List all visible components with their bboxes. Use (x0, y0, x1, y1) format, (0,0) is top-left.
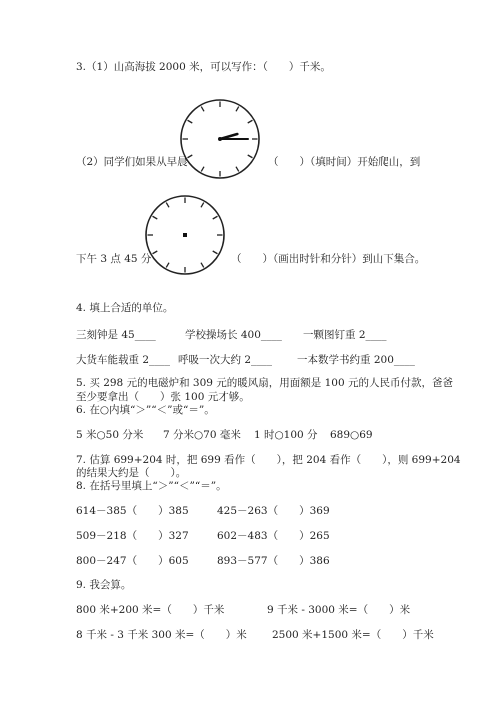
q6-item1: 5 米○50 分米 (76, 429, 144, 441)
q9-title: 9. 我会算。 (76, 579, 132, 591)
q3-part1: 3.（1）山高海拔 2000 米，可以写作：（ ）千米。 (76, 61, 331, 73)
q8-row3-item1: 800－247（ ）605 (76, 555, 189, 567)
q7-line2: 的结果大约是（ ）。 (76, 467, 187, 479)
q9-row1-item2: 9 千米 - 3000 米=（ ）米 (267, 604, 411, 616)
clock-face-afternoon (143, 193, 227, 277)
q6-item3: 1 时○100 分 (254, 429, 318, 441)
q3-part3-left: 下午 3 点 45 分 (76, 253, 152, 265)
q4-row1-item3: 一颗图钉重 2____ (303, 329, 387, 341)
q5-line2: 至少要拿出（ ）张 100 元才够。 (76, 391, 250, 403)
q4-row1-item2: 学校操场长 400____ (185, 329, 282, 341)
q6-item2: 7 分米○70 毫米 (163, 429, 241, 441)
clock-center (218, 137, 222, 141)
q4-row2-item1: 大货车能载重 2____ (76, 354, 171, 366)
q9-row1-item1: 800 米+200 米=（ ）千米 (76, 604, 225, 616)
q3-part2-right: （ ）（填时间）开始爬山，到 (268, 156, 421, 168)
q8-row2-item1: 509－218（ ）327 (76, 530, 189, 542)
q8-title: 8. 在括号里填上“＞”“＜”“＝”。 (76, 480, 227, 492)
q7-line1: 7. 估算 699+204 时，把 699 看作（ ），把 204 看作（ ），则 699+204 (76, 454, 461, 466)
clock-center (183, 233, 187, 237)
q4-row2-item3: 一本数学书约重 200____ (297, 354, 415, 366)
q4-title: 4. 填上合适的单位。 (76, 302, 174, 314)
q9-row2-item2: 2500 米+1500 米=（ ）千米 (272, 629, 434, 641)
q8-row1-item2: 425－263（ ）369 (217, 505, 330, 517)
q8-row3-item2: 893－577（ ）386 (217, 555, 330, 567)
q6-title: 6. 在○内填“＞”“＜”或“＝”。 (76, 404, 215, 416)
q8-row1-item1: 614－385（ ）385 (76, 505, 189, 517)
q3-part3-right: （ ）（画出时针和分针）到山下集合。 (231, 253, 426, 265)
q8-row2-item2: 602－483（ ）265 (217, 530, 330, 542)
q9-row2-item1: 8 千米 - 3 千米 300 米=（ ）米 (76, 629, 247, 641)
q3-part2-left: （2）同学们如果从早晨 (76, 156, 188, 168)
q6-item4: 689○69 (330, 429, 373, 441)
clock-face-morning (178, 97, 262, 181)
q5-line1: 5. 买 298 元的电磁炉和 309 元的暖风扇，用面额是 100 元的人民币付款，爸爸 (76, 377, 454, 389)
q4-row1-item1: 三刻钟是 45____ (76, 329, 156, 341)
q4-row2-item2: 呼吸一次大约 2____ (178, 354, 273, 366)
